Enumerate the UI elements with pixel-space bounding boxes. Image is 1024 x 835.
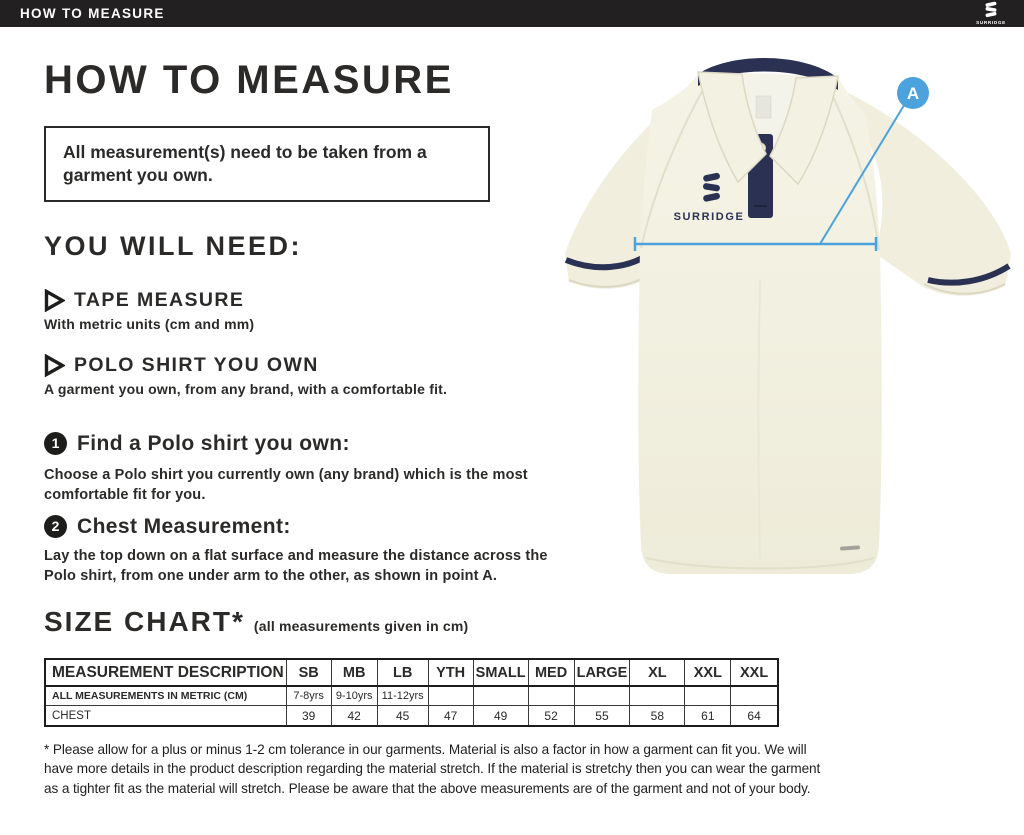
need-item-label: POLO SHIRT YOU OWN <box>74 353 319 376</box>
need-item-label: TAPE MEASURE <box>74 288 245 311</box>
table-cell: ALL MEASUREMENTS IN METRIC (CM) <box>45 686 286 706</box>
table-cell: 9-10yrs <box>331 686 377 706</box>
table-row <box>45 686 778 706</box>
need-item-description: With metric units (cm and mm) <box>44 316 255 332</box>
column-header: SMALL <box>473 659 528 686</box>
table-cell: CHEST <box>45 706 286 727</box>
step-title: Find a Polo shirt you own: <box>77 432 350 455</box>
step-2 <box>44 515 291 538</box>
size-chart-table <box>44 658 779 727</box>
column-header: YTH <box>428 659 473 686</box>
topbar-title: HOW TO MEASURE <box>20 6 165 21</box>
table-cell: 55 <box>574 706 630 727</box>
table-cell: 47 <box>428 706 473 727</box>
table-cell: 11-12yrs <box>377 686 428 706</box>
need-item-polo-shirt <box>44 354 319 377</box>
table-cell <box>528 686 574 706</box>
step-1 <box>44 432 350 455</box>
you-will-need-heading: YOU WILL NEED: <box>44 231 303 261</box>
column-header: MED <box>528 659 574 686</box>
column-header: XXL <box>685 659 731 686</box>
table-header-row <box>45 659 778 686</box>
table-cell: 45 <box>377 706 428 727</box>
size-chart-subtitle: (all measurements given in cm) <box>253 618 469 634</box>
step-number-badge: 2 <box>44 515 67 538</box>
table-cell: 58 <box>630 706 685 727</box>
table-cell <box>473 686 528 706</box>
table-cell: 52 <box>528 706 574 727</box>
table-cell: 7-8yrs <box>286 686 331 706</box>
size-chart-title: SIZE CHART* <box>44 606 245 637</box>
step-number-badge: 1 <box>44 432 67 455</box>
table-cell: 49 <box>473 706 528 727</box>
column-header: SB <box>286 659 331 686</box>
top-bar <box>0 0 1024 27</box>
column-header: XXL <box>731 659 778 686</box>
table-cell <box>685 686 731 706</box>
table-cell <box>428 686 473 706</box>
table-row <box>45 706 778 727</box>
column-header: MB <box>331 659 377 686</box>
need-item-description: A garment you own, from any brand, with a comfortable fit. <box>44 381 448 397</box>
need-item-tape-measure <box>44 289 244 312</box>
polo-shirt-image <box>556 40 1024 615</box>
table-cell <box>731 686 778 706</box>
surridge-logo <box>970 1 1012 26</box>
chest-brand-text: SURRIDGE <box>673 211 745 223</box>
column-header: LARGE <box>574 659 630 686</box>
arrow-triangle-icon <box>44 354 65 377</box>
table-cell: 64 <box>731 706 778 727</box>
size-chart-heading-row <box>44 608 468 636</box>
column-header: MEASUREMENT DESCRIPTION <box>45 659 286 686</box>
table-cell: 61 <box>685 706 731 727</box>
marker-a-label: A <box>906 84 920 103</box>
table-cell: 39 <box>286 706 331 727</box>
step-title: Chest Measurement: <box>77 515 291 538</box>
table-cell: 42 <box>331 706 377 727</box>
step-description: Choose a Polo shirt you currently own (any brand) which is the most comfortable fit for you. <box>44 467 528 503</box>
arrow-triangle-icon <box>44 289 65 312</box>
surridge-logo-text: SURRIDGE <box>976 20 1006 25</box>
column-header: LB <box>377 659 428 686</box>
surridge-logo-icon <box>970 1 1012 26</box>
column-header: XL <box>630 659 685 686</box>
neck-label <box>756 96 771 118</box>
measurement-note: All measurement(s) need to be taken from a garment you own. <box>44 126 490 202</box>
table-cell <box>630 686 685 706</box>
size-chart-footnote: * Please allow for a plus or minus 1-2 cm tolerance in our garments. Material is also a factor in how a garment can fit you. We will have more details in the product description regarding the material stretch. If the material is stretchy then you can wear the garment as a tighter fit as the material will stretch. Please be aware that the above measurements are of the garment and not of your body. <box>44 742 821 796</box>
page-title: HOW TO MEASURE <box>44 58 454 102</box>
step-description: Lay the top down on a flat surface and measure the distance across the Polo shirt, from one under arm to the other, as shown in point A. <box>44 548 548 584</box>
table-cell <box>574 686 630 706</box>
